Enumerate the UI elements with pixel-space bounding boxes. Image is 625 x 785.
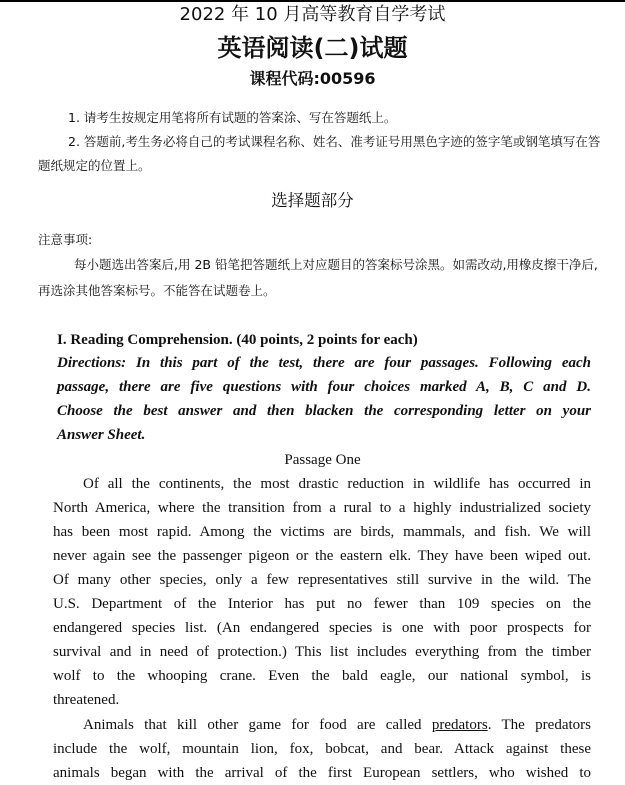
notice-1: 1. 请考生按规定用笔将所有试题的答案涂、写在答题纸上。 (68, 110, 397, 125)
passage-title: Passage One (284, 452, 361, 468)
passage-line: survival and in need of protection.) This list includes everything from the timber (53, 644, 591, 660)
passage-line: Of all the continents, the most drastic reduction in wildlife has occurred in (83, 476, 591, 492)
passage-line (83, 714, 591, 736)
passage-text: . The predators (487, 717, 591, 733)
passage-line: U.S. Department of the Interior has put no fewer than 109 species on the (53, 596, 591, 612)
attention-label: 注意事项: (38, 232, 93, 247)
part-title: I. Reading Comprehension. (40 points, 2 points for each) (57, 332, 418, 348)
passage-line: animals began with the arrival of the first European settlers, who wished to (53, 765, 591, 781)
course-code: 课程代码:00596 (249, 69, 376, 88)
attention-text: 每小题选出答案后,用 2B 铅笔把答题纸上对应题目的答案标号涂黑。如需改动,用橡皮擦干净后,再选涂其他答案标号。不能答在试题卷上。 (38, 257, 598, 298)
passage-line: Of many other species, only a few representatives still survive in the wild. The (53, 572, 591, 588)
directions-line: passage, there are five questions with four choices marked A, B, C and D. (57, 379, 591, 395)
directions-line: Directions: In this part of the test, there are four passages. Following each (57, 355, 591, 371)
predators-term: predators (431, 717, 488, 733)
exam-title: 2022 年 10 月高等教育自学考试 (179, 4, 446, 25)
notice-2: 2. 答题前,考生务必将自己的考试课程名称、姓名、准考证号用黑色字迹的签字笔或钢笔填写在答题纸规定的位置上。 (38, 134, 601, 173)
directions-line: Choose the best answer and then blacken the corresponding letter on your (57, 403, 591, 419)
top-rule (0, 0, 625, 2)
section-title: 选择题部分 (271, 191, 354, 210)
passage-line: include the wolf, mountain lion, fox, bobcat, and bear. Attack against these (53, 741, 591, 757)
subject-title: 英语阅读(二)试题 (217, 34, 408, 62)
passage-line: wolf to the whooping crane. Even the bald eagle, our national symbol, is (53, 668, 591, 684)
directions-line: Answer Sheet. (57, 427, 146, 443)
passage-line: endangered species list. (An endangered species is one with poor prospects for (53, 620, 591, 636)
passage-line: threatened. (53, 692, 120, 708)
passage-text: Animals that kill other game for food are called (83, 717, 432, 733)
passage-line: North America, where the transition from a rural to a highly industrialized society (53, 500, 591, 516)
passage-line: has been most rapid. Among the victims are birds, mammals, and fish. We will (53, 524, 591, 540)
passage-line: never again see the passenger pigeon or the eastern elk. They have been wiped out. (53, 548, 591, 564)
